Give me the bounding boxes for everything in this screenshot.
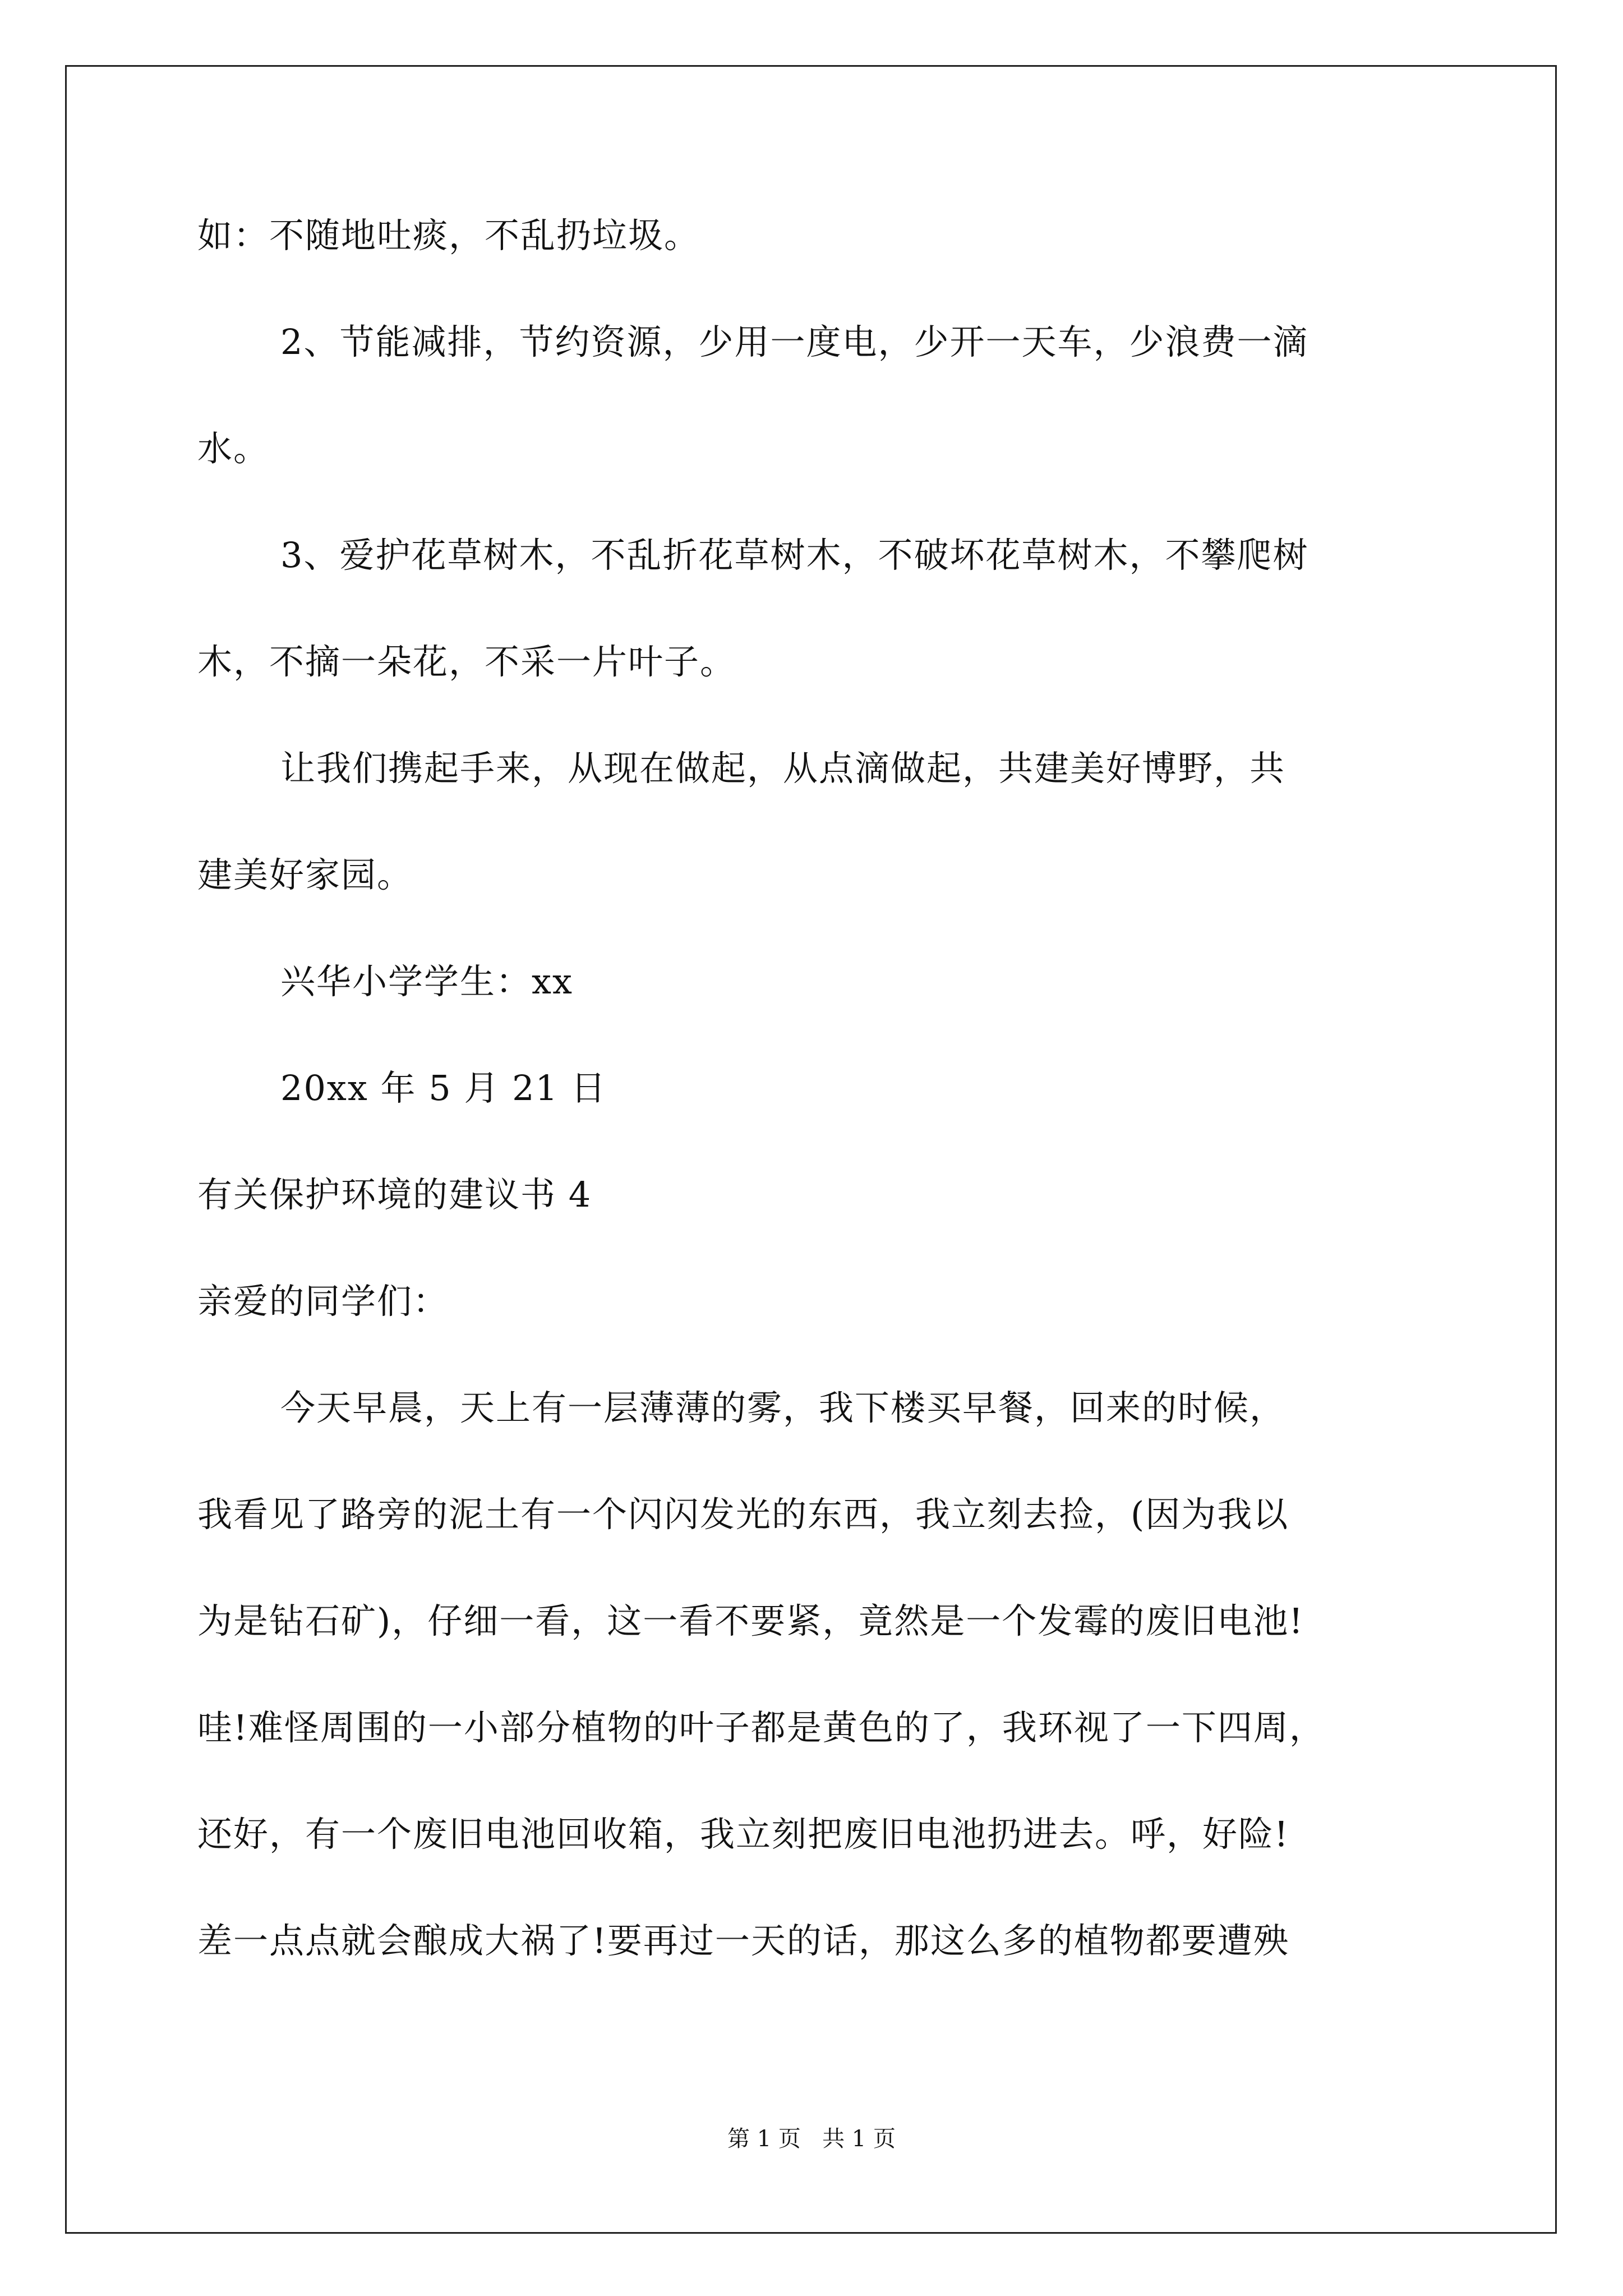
paragraph-line: 我看见了路旁的泥土有一个闪闪发光的东西，我立刻去捡，(因为我以	[197, 1494, 1289, 1535]
paragraph-line: 今天早晨，天上有一层薄薄的雾，我下楼买早餐，回来的时候，	[280, 1387, 1286, 1428]
salutation: 亲爱的同学们：	[197, 1281, 449, 1322]
paragraph-line: 建美好家园。	[197, 854, 413, 895]
list-item-2: 2、节能减排，节约资源，少用一度电，少开一天车，少浪费一滴	[280, 321, 1309, 362]
page-border	[65, 65, 1557, 2234]
closing-paragraph: 让我们携起手来，从现在做起，从点滴做起，共建美好博野，共	[280, 748, 1286, 789]
signature-line: 兴华小学学生：xx	[280, 961, 573, 1002]
date-line: 20xx 年 5 月 21 日	[280, 1068, 607, 1108]
paragraph-line: 还好，有一个废旧电池回收箱，我立刻把废旧电池扔进去。呼，好险!	[197, 1814, 1289, 1855]
section-title: 有关保护环境的建议书 4	[197, 1174, 592, 1215]
paragraph-line: 木，不摘一朵花，不采一片叶子。	[197, 641, 736, 682]
paragraph-line: 差一点点就会酿成大祸了!要再过一天的话，那这么多的植物都要遭殃	[197, 1920, 1289, 1961]
paragraph-line: 为是钻石矿)，仔细一看，这一看不要紧，竟然是一个发霉的废旧电池!	[197, 1600, 1304, 1641]
paragraph-line: 哇!难怪周围的一小部分植物的叶子都是黄色的了，我环视了一下四周，	[197, 1707, 1325, 1748]
list-item-3: 3、爱护花草树木，不乱折花草树木，不破坏花草树木，不攀爬树	[280, 535, 1309, 576]
page-footer: 第 1 页 共 1 页	[727, 2126, 896, 2152]
paragraph-line: 水。	[197, 428, 270, 469]
paragraph-line: 如：不随地吐痰，不乱扔垃圾。	[197, 215, 700, 256]
